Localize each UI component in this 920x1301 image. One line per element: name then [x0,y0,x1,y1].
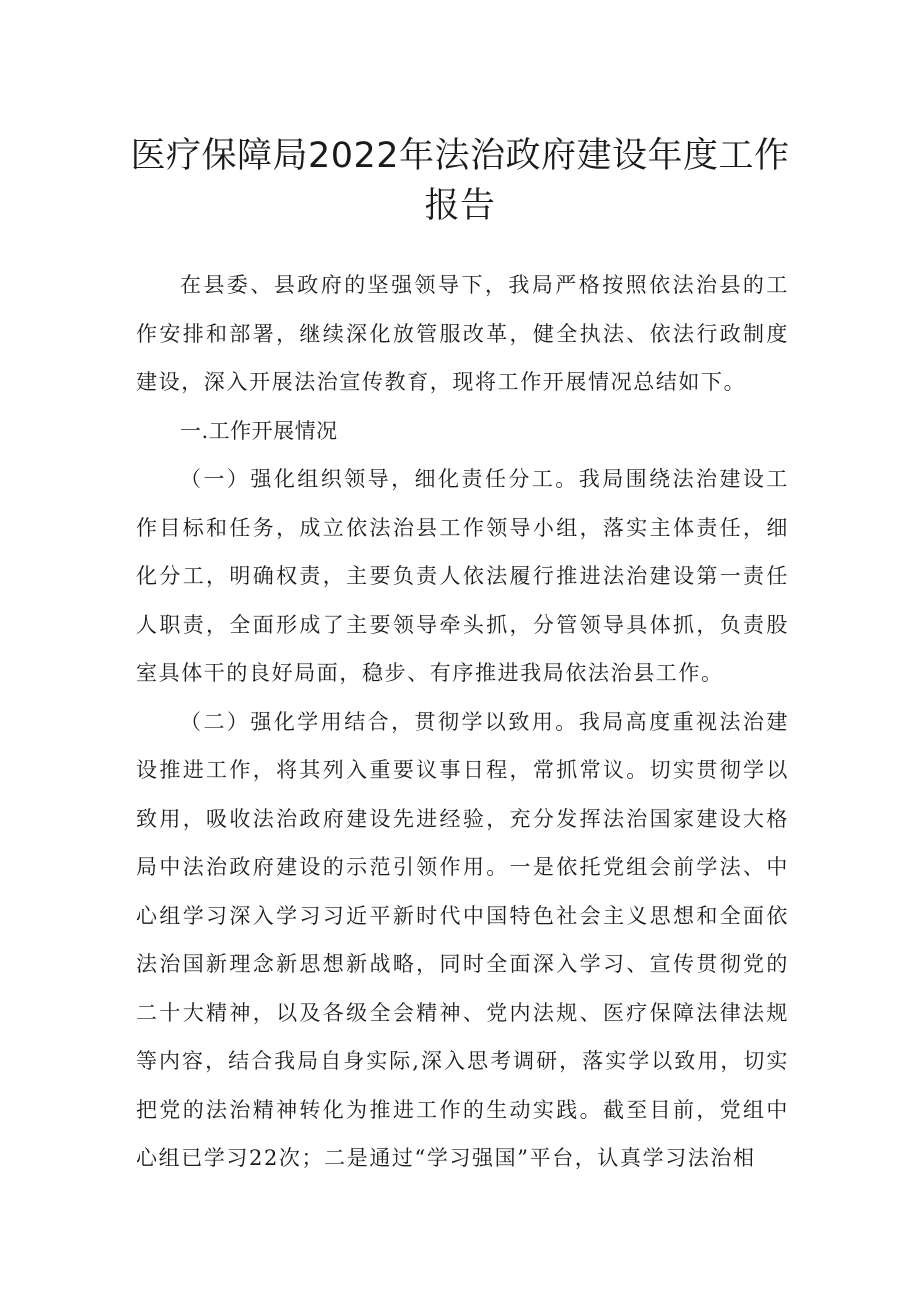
paragraph-study: （二）强化学用结合，贯彻学以致用。我局高度重视法治建设推进工作，将其列入重要议事日程，常抓常议。切实贯彻学以致用，吸收法治政府建设先进经验，充分发挥法治国家建设大格局中法治政府建设的示范引领作用。一是依托党组会前学法、中心组学习深入学习习近平新时代中国特色社会主义思想和全面依法治国新理念新思想新战略，同时全面深入学习、宣传贯彻党的二十大精神，以及各级全会精神、党内法规、医疗保障法律法规等内容，结合我局自身实际,深入思考调研，落实学以致用，切实把党的法治精神转化为推进工作的生动实践。截至目前，党组中心组已学习22次；二是通过“学习强国”平台，认真学习法治相 [136,709,789,1170]
intro-paragraph: 在县委、县政府的坚强领导下，我局严格按照依法治县的工作安排和部署，继续深化放管服改革，健全执法、依法行政制度建设，深入开展法治宣传教育，现将工作开展情况总结如下。 [136,273,789,394]
document-title-line-2: 报告 [424,186,496,226]
paragraph-organization: （一）强化组织领导，细化责任分工。我局围绕法治建设工作目标和任务，成立依法治县工作领导小组，落实主体责任，细化分工，明确权责，主要负责人依法履行推进法治建设第一责任人职责，全面形成了主要领导牵头抓，分管领导具体抓，负责股室具体干的良好局面，稳步、有序推进我局依法治县工作。 [136,467,789,685]
document-title-line-1: 医疗保障局2022年法治政府建设年度工作 [130,136,790,176]
document-body [136,261,789,1183]
section-heading: 一.工作开展情况 [180,418,338,443]
